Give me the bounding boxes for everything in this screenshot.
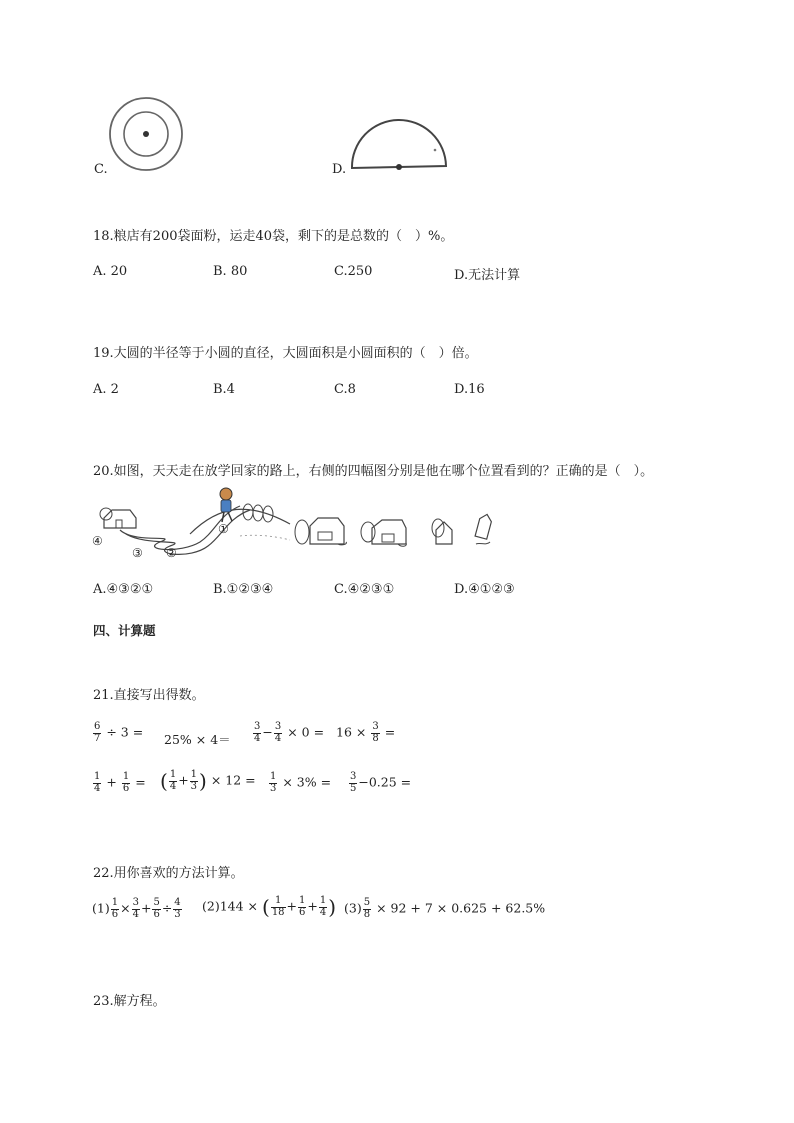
q18-question: 18.粮店有200袋面粉，运走40袋，剩下的是总数的（ ）%。 xyxy=(93,229,454,244)
q21-item-2: 25% × 4＝ xyxy=(164,732,231,747)
view-4-house-icon xyxy=(472,510,502,550)
q18-option-d[interactable]: D.无法计算 xyxy=(454,268,521,283)
q19-option-b[interactable]: B.4 xyxy=(213,382,235,397)
q19-option-a[interactable]: A. 2 xyxy=(93,382,119,397)
q19-option-d[interactable]: D.16 xyxy=(454,382,485,397)
q19-option-c[interactable]: C.8 xyxy=(334,382,356,397)
fraction: $\frac{1}{18}$ xyxy=(271,895,285,918)
q17-option-d-label: D. xyxy=(332,162,347,177)
fraction: $\frac{5}{6}$ xyxy=(153,897,160,920)
fraction: $\frac{6}{7}$ xyxy=(94,721,101,744)
fraction: $\frac{1}{3}$ xyxy=(190,769,198,792)
q17-option-c[interactable] xyxy=(92,96,192,181)
q22-question: 22.用你喜欢的方法计算。 xyxy=(93,866,244,881)
q21-item-3: $\frac{3}{4}$ − $\frac{3}{4}$ × 0 = xyxy=(254,721,325,744)
q20-option-c[interactable]: C.④②③① xyxy=(334,582,395,597)
fraction: $\frac{5}{8}$ xyxy=(363,897,371,920)
q18-option-a[interactable]: A. 20 xyxy=(93,264,128,279)
semicircle-icon xyxy=(332,110,462,182)
fraction: $\frac{3}{5}$ xyxy=(350,771,357,794)
position-4-label: ④ xyxy=(92,534,103,548)
q20-question: 20.如图，天天走在放学回家的路上，右侧的四幅图分别是他在哪个位置看到的？正确的是（ ）。 xyxy=(93,464,654,479)
view-1-house-icon xyxy=(292,510,352,550)
q21-item-8: $\frac{3}{5}$ −0.25 = xyxy=(350,771,412,794)
q17-option-d[interactable] xyxy=(332,110,462,182)
fraction: $\frac{1}{4}$ xyxy=(169,769,177,792)
section-4-title: 四、计算题 xyxy=(93,623,156,638)
fraction: $\frac{3}{4}$ xyxy=(254,721,261,744)
q20-option-a[interactable]: A.④③②① xyxy=(93,582,154,597)
q19-question: 19.大圆的半径等于小圆的直径，大圆面积是小圆面积的（ ）倍。 xyxy=(93,346,478,361)
position-3-label: ③ xyxy=(132,546,143,560)
q20-option-b[interactable]: B.①②③④ xyxy=(213,582,274,597)
q21-item-4: 16 × $\frac{3}{8}$ = xyxy=(336,721,396,744)
q20-view-pictures xyxy=(292,510,502,550)
fraction: $\frac{1}{6}$ xyxy=(299,895,306,918)
q18-option-b[interactable]: B. 80 xyxy=(213,264,248,279)
q22-expression-2: (2)144 × ( $\frac{1}{18}$ + $\frac{1}{6}$ + $\frac{1}{4}$ ) xyxy=(202,895,337,919)
fraction: $\frac{3}{8}$ xyxy=(372,721,379,744)
q20-option-d[interactable]: D.④①②③ xyxy=(454,582,515,597)
q21-item-5: $\frac{1}{4}$ + $\frac{1}{6}$ = xyxy=(94,771,146,794)
fraction: $\frac{3}{4}$ xyxy=(132,897,139,920)
fraction: $\frac{1}{6}$ xyxy=(111,897,119,920)
fraction: $\frac{1}{3}$ xyxy=(270,771,277,794)
fraction: $\frac{1}{4}$ xyxy=(94,771,101,794)
q18-option-c[interactable]: C.250 xyxy=(334,264,373,279)
position-1-label: ① xyxy=(218,522,229,536)
path-scene-icon xyxy=(90,484,300,564)
fraction: $\frac{4}{3}$ xyxy=(174,897,181,920)
q22-expression-3: (3) $\frac{5}{8}$ × 92 + 7 × 0.625 + 62.5% xyxy=(344,897,546,920)
fraction: $\frac{1}{4}$ xyxy=(319,895,327,918)
q21-item-6: ( $\frac{1}{4}$ + $\frac{1}{3}$ ) × 12 = xyxy=(160,769,256,793)
q21-item-7: $\frac{1}{3}$ × 3% = xyxy=(270,771,332,794)
q21-item-1: $\frac{6}{7}$ ÷ 3 = xyxy=(94,721,144,744)
position-2-label: ② xyxy=(166,546,177,560)
q22-expression-1: (1) $\frac{1}{6}$ × $\frac{3}{4}$ + $\frac{5}{6}$ ÷ $\frac{4}{3}$ xyxy=(92,897,181,920)
q17-option-c-label: C. xyxy=(94,162,108,177)
fraction: $\frac{3}{4}$ xyxy=(274,721,282,744)
q21-question: 21.直接写出得数。 xyxy=(93,688,205,703)
view-3-house-icon xyxy=(430,510,460,550)
view-2-house-icon xyxy=(358,510,418,550)
q23-question: 23.解方程。 xyxy=(93,994,166,1009)
fraction: $\frac{1}{6}$ xyxy=(122,771,130,794)
q20-path-illustration xyxy=(90,484,300,564)
